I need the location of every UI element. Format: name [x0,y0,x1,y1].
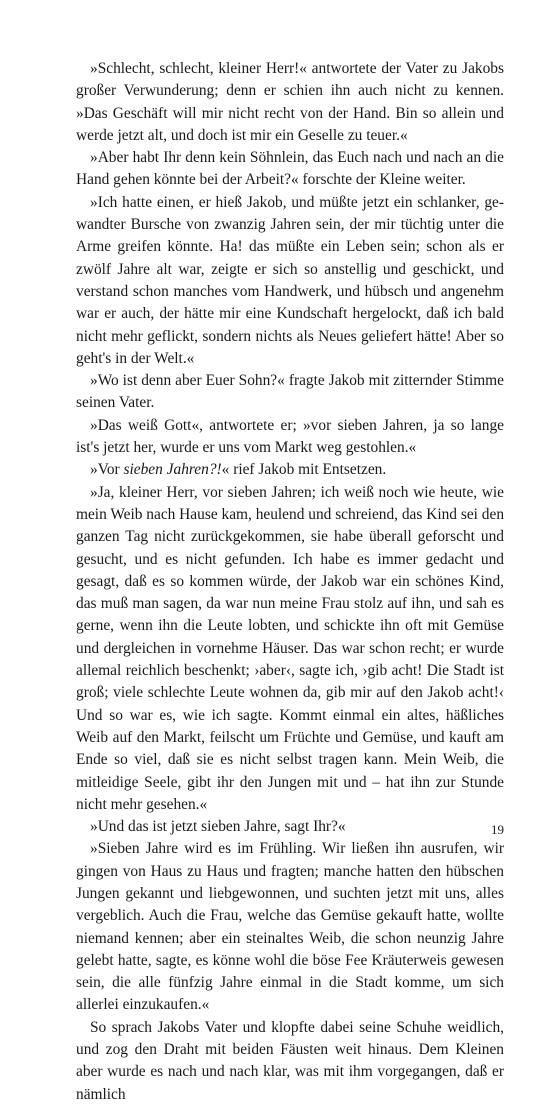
paragraph: »Schlecht, schlecht, kleiner Herr!« antwortete der Vater zu Jakobs großer Verwunderung; denn er schien ihn auch nicht zu kennen. »Das Geschäft will mir nicht recht von der Hand. Bin so allein und werde jetzt alt, und doch ist mir ein Geselle zu teuer.« [76,60,504,144]
paragraph: So sprach Jakobs Vater und klopfte dabei seine Schuhe weidlich, und zog den Draht mit beiden Fäusten weit hinaus. Dem Kleinen aber wurde es nach und nach klar, was mit ihm vorgegangen, daß er nämlich [76,1018,504,1103]
exclaim-italic: sieben Jahren?! [123,461,222,479]
page-number: 19 [491,822,504,837]
paragraph: »Aber habt Ihr denn kein Söhnlein, das Euch nach und nach an die Hand gehen könnte bei der Arbeit?« forschte der Kleine weiter. [76,149,504,189]
exclaim-post: « rief Jakob mit Entsetzen. [221,461,387,479]
paragraph-exclamation [76,459,504,481]
paragraph: »Ja, kleiner Herr, vor sieben Jahren; ich weiß noch wie heute, wie mein Weib nach Hause kam, heulend und schreiend, das Kind sei den ganzen Tag nicht zurückgekommen, sie habe überall geforscht und gesucht, und es nicht gefunden. Ich habe es immer gedacht und gesagt, daß es so kommen würde, der Jakob war ein schönes Kind, das muß man sagen, da war nun meine Frau stolz auf ihn, und sah es gerne, wenn ihn die Leute lobten, und schickte ihn oft mit Gemüse und dergleichen in vornehme Häuser. Das war schon recht; er wurde allemal reichlich beschenkt; ›aber‹, sagte ich, ›gib acht! Die Stadt ist groß; viele schlechte Leute wohnen da, gib mir auf den Jakob acht!‹ Und so war es, wie ich sagte. Kommt einmal ein altes, häßliches Weib auf den Markt, feilscht um Früchte und Gemüse, und kauft am Ende so viel, daß sie es nicht selbst tragen kann. Mein Weib, die mitleidige Seele, gibt ihr den Jungen mit und – hat ihn zur Stunde nicht mehr gesehen.« [76,483,505,813]
paragraph: »Das weiß Gott«, antwortete er; »vor sieben Jahren, ja so lange ist's jetzt her, wurde er uns vom Markt weg gestohlen.« [76,416,504,457]
paragraph: »Ich hatte einen, er hieß Jakob, und müßte jetzt ein schlanker, gewandter Bursche von zwanzig Jahren sein, der mir tüchtig unter die Arme greifen könnte. Ha! das müßte ein Leben sein; schon als er zwölf Jahre alt war, zeigte er sich so anstellig und geschickt, und verstand schon manches vom Handwerk, und hübsch und angenehm war er auch, der hätte mir eine Kundschaft hergelockt, daß ich bald nicht mehr geflickt, sondern nichts als Neues geliefert hätte! Aber so geht's in der Welt.« [76,193,504,367]
paragraph: »Wo ist denn aber Euer Sohn?« fragte Jakob mit zitternder Stimme seinen Vater. [76,372,504,412]
paragraph: »Und das ist jetzt sieben Jahre, sagt Ihr?« [90,818,346,836]
page-body [76,58,504,1106]
exclaim-pre: »Vor [90,461,124,479]
body-text [76,58,504,1106]
paragraph: »Sieben Jahre wird es im Frühling. Wir ließen ihn ausrufen, wir gingen von Haus zu Haus und fragten; manche hatten den hübschen Jungen gekannt und liebgewonnen, und suchten jetzt mit uns, alles vergeblich. Auch die Frau, welche das Gemüse gekauft hatte, wollte niemand kennen; aber ein steinaltes Weib, die schon neunzig Jahre gelebt hatte, sagte, es könne wohl die böse Fee Kräuterweis gewesen sein, die alle fünfzig Jahre einmal in die Stadt komme, um sich allerlei einzukaufen.« [76,840,504,1014]
